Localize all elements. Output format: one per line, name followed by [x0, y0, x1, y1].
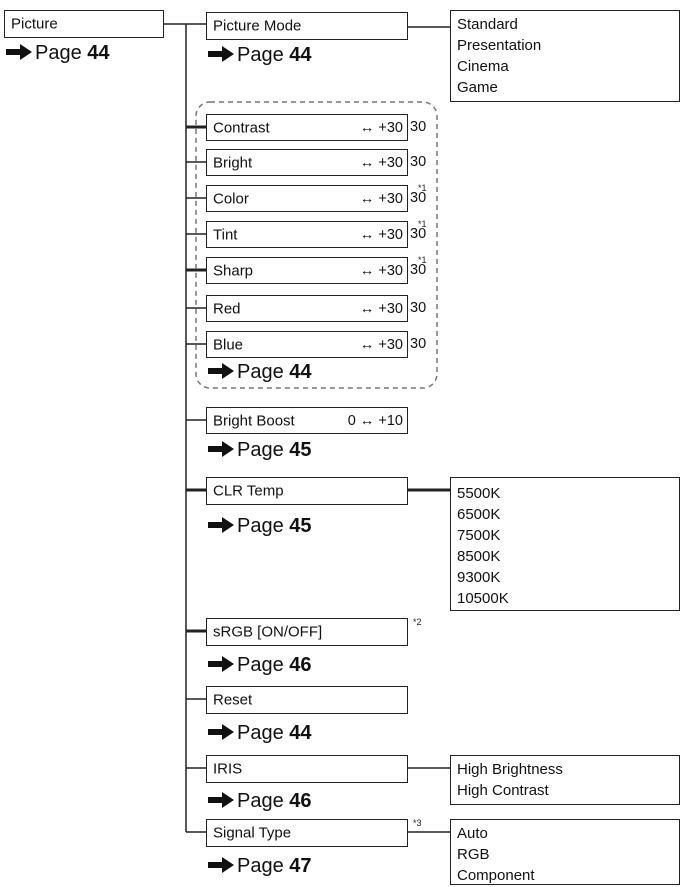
- iris-option[interactable]: High Brightness: [457, 761, 563, 778]
- page-prefix: Page: [237, 44, 284, 66]
- srgb-page-ref: [208, 655, 312, 675]
- adjust-item-label: Contrast: [213, 119, 270, 136]
- adjust-item-color[interactable]: [206, 185, 408, 212]
- range-end-value: 30: [410, 336, 427, 352]
- iris-options-box: [450, 755, 680, 805]
- srgb-box[interactable]: [206, 618, 408, 646]
- picture-mode-option[interactable]: Presentation: [457, 37, 542, 54]
- page-prefix: Page: [237, 790, 284, 812]
- signal-type-option[interactable]: Auto: [457, 825, 488, 842]
- picture-mode-option[interactable]: Standard: [457, 16, 518, 33]
- adjust-item-label: Sharp: [213, 262, 254, 279]
- adjustments-page-ref: [208, 362, 312, 382]
- clr-temp-page-ref: [208, 516, 312, 536]
- page-number: 44: [289, 722, 312, 744]
- adjust-item-range: ↔ +30: [359, 119, 403, 136]
- arrow-right-icon: [208, 363, 234, 379]
- page-prefix: Page: [237, 855, 284, 877]
- adjust-item-range: ↔ +30: [359, 226, 403, 243]
- arrow-right-icon: [208, 441, 234, 457]
- signal-type-page-ref: [208, 856, 312, 876]
- iris-page-ref: [208, 791, 312, 811]
- page-number: 46: [289, 654, 312, 676]
- signal-type-option[interactable]: RGB: [457, 846, 490, 863]
- adjust-item-red[interactable]: [206, 295, 408, 322]
- adjust-item-range: ↔ +30: [359, 154, 403, 171]
- clr-temp-label: CLR Temp: [213, 482, 284, 500]
- page-prefix: Page: [237, 722, 284, 744]
- clr-temp-option[interactable]: 6500K: [457, 506, 501, 523]
- footnote-marker: *1: [418, 219, 427, 229]
- picture-mode-label: Picture Mode: [213, 17, 302, 35]
- signal-type-options-box: [450, 819, 680, 885]
- page-prefix: Page: [35, 42, 82, 64]
- iris-label: IRIS: [213, 760, 243, 778]
- footnote-marker: *1: [418, 183, 427, 193]
- arrow-right-icon: [208, 792, 234, 808]
- arrow-right-icon: [6, 44, 32, 60]
- signal-type-box[interactable]: [206, 819, 408, 847]
- page-number: 47: [289, 855, 312, 877]
- range-end-value: 30: [410, 226, 427, 242]
- picture-menu-box[interactable]: [4, 10, 164, 38]
- footnote-marker: *2: [413, 617, 422, 627]
- iris-box[interactable]: [206, 755, 408, 783]
- picture-mode-option[interactable]: Game: [457, 79, 498, 96]
- adjust-item-label: Bright: [213, 154, 253, 171]
- adjust-item-contrast[interactable]: [206, 114, 408, 141]
- picture-menu-label: Picture: [11, 15, 58, 33]
- page-number: 44: [289, 44, 312, 66]
- adjust-item-sharp[interactable]: [206, 257, 408, 284]
- adjust-item-label: Red: [213, 300, 241, 317]
- adjust-item-label: Tint: [213, 226, 238, 243]
- adjust-item-label: Blue: [213, 336, 244, 353]
- clr-temp-box[interactable]: [206, 477, 408, 505]
- adjust-item-blue[interactable]: [206, 331, 408, 358]
- srgb-label: sRGB [ON/OFF]: [213, 623, 323, 641]
- page-number: 45: [289, 439, 312, 461]
- arrow-right-icon: [208, 656, 234, 672]
- picture-mode-option[interactable]: Cinema: [457, 58, 509, 75]
- page-prefix: Page: [237, 439, 284, 461]
- adjust-item-label: Color: [213, 190, 249, 207]
- picture-page-ref: [6, 43, 110, 63]
- arrow-right-icon: [208, 724, 234, 740]
- adjust-item-range: ↔ +30: [359, 190, 403, 207]
- clr-temp-option[interactable]: 10500K: [457, 590, 509, 607]
- bright-boost-range: 0 ↔ +10: [347, 412, 403, 429]
- bright-boost-page-ref: [208, 440, 312, 460]
- range-end-value: 30: [410, 119, 427, 135]
- range-end-value: 30: [410, 154, 427, 170]
- signal-type-option[interactable]: Component: [457, 867, 535, 884]
- page-prefix: Page: [237, 654, 284, 676]
- signal-type-label: Signal Type: [213, 824, 292, 842]
- footnote-marker: *1: [418, 255, 427, 265]
- footnote-marker: *3: [413, 818, 422, 828]
- clr-temp-option[interactable]: 8500K: [457, 548, 501, 565]
- bright-boost-label: Bright Boost: [213, 412, 295, 429]
- clr-temp-option[interactable]: 5500K: [457, 485, 501, 502]
- page-number: 46: [289, 790, 312, 812]
- adjust-item-tint[interactable]: [206, 221, 408, 248]
- reset-label: Reset: [213, 691, 253, 709]
- clr-temp-option[interactable]: 9300K: [457, 569, 501, 586]
- picture-mode-options-box: [450, 10, 680, 102]
- bright-boost-box[interactable]: [206, 407, 408, 434]
- adjust-item-range: ↔ +30: [359, 336, 403, 353]
- reset-page-ref: [208, 723, 312, 743]
- iris-option[interactable]: High Contrast: [457, 782, 549, 799]
- page-prefix: Page: [237, 361, 284, 383]
- arrow-right-icon: [208, 517, 234, 533]
- adjust-item-range: ↔ +30: [359, 300, 403, 317]
- arrow-right-icon: [208, 46, 234, 62]
- page-prefix: Page: [237, 515, 284, 537]
- clr-temp-options-box: [450, 477, 680, 611]
- adjust-item-bright[interactable]: [206, 149, 408, 176]
- arrow-right-icon: [208, 857, 234, 873]
- picture-mode-page-ref: [208, 45, 312, 65]
- range-end-value: 30: [410, 262, 427, 278]
- page-number: 44: [87, 42, 110, 64]
- picture-mode-box[interactable]: [206, 12, 408, 40]
- page-number: 45: [289, 515, 312, 537]
- reset-box[interactable]: [206, 686, 408, 714]
- clr-temp-option[interactable]: 7500K: [457, 527, 501, 544]
- range-end-value: 30: [410, 190, 427, 206]
- range-end-value: 30: [410, 300, 427, 316]
- page-number: 44: [289, 361, 312, 383]
- adjust-item-range: ↔ +30: [359, 262, 403, 279]
